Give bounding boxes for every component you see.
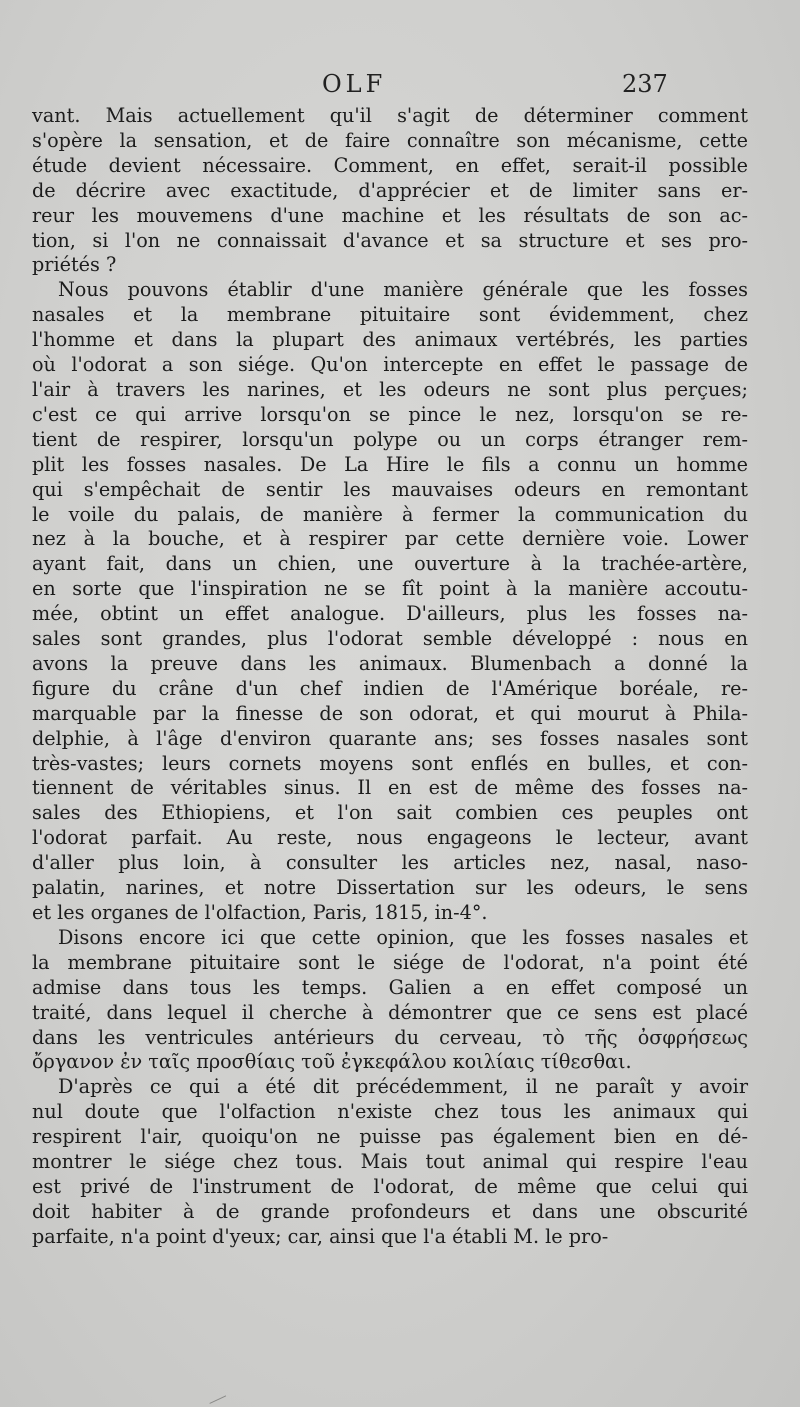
text-line: est privé de l'instrument de l'odorat, de même que celui qui bbox=[32, 1174, 748, 1198]
paragraph bbox=[32, 278, 748, 926]
text-line: tion, si l'on ne connaissait d'avance et sa structure et ses pro- bbox=[32, 228, 748, 252]
text-line: respirent l'air, quoiqu'on ne puisse pas également bien en dé- bbox=[32, 1125, 748, 1149]
text-line: plit les fosses nasales. De La Hire le fils a connu un homme bbox=[32, 452, 748, 476]
text-line: très-vastes; leurs cornets moyens sont enflés en bulles, et con- bbox=[32, 751, 748, 775]
text-line: l'homme et dans la plupart des animaux vertébrés, les parties bbox=[32, 328, 748, 352]
text-line: tiennent de véritables sinus. Il en est de même des fosses na- bbox=[32, 776, 748, 800]
text-line: tient de respirer, lorsqu'un polype ou un corps étranger rem- bbox=[32, 427, 748, 451]
text-line: reur les mouvemens d'une machine et les résultats de son ac- bbox=[32, 203, 748, 227]
text-line: sales des Ethiopiens, et l'on sait combien ces peuples ont bbox=[32, 801, 748, 825]
text-line: où l'odorat a son siége. Qu'on intercepte en effet le passage de bbox=[32, 353, 748, 377]
text-line: avons la preuve dans les animaux. Blumenbach a donné la bbox=[32, 651, 748, 675]
text-line: parfaite, n'a point d'yeux; car, ainsi que l'a établi M. le pro- bbox=[32, 1224, 609, 1248]
text-line: dans les ventricules antérieurs du cerveau, τὸ τῆς ὀσφρήσεως bbox=[32, 1025, 748, 1049]
text-line: ayant fait, dans un chien, une ouverture à la trachée-artère, bbox=[32, 552, 748, 576]
text-line: nez à la bouche, et à respirer par cette dernière voie. Lower bbox=[32, 527, 748, 551]
text-line: delphie, à l'âge d'environ quarante ans; ses fosses nasales sont bbox=[32, 726, 748, 750]
text-line: de décrire avec exactitude, d'apprécier et de limiter sans er- bbox=[32, 178, 748, 202]
text-line: figure du crâne d'un chef indien de l'Amérique boréale, re- bbox=[32, 676, 748, 700]
text-line: vant. Mais actuellement qu'il s'agit de déterminer comment bbox=[32, 104, 748, 127]
text-line: l'air à travers les narines, et les odeurs ne sont plus perçues; bbox=[32, 377, 748, 401]
text-line: nul doute que l'olfaction n'existe chez tous les animaux qui bbox=[32, 1100, 748, 1124]
text-line: traité, dans lequel il cherche à démontrer que ce sens est placé bbox=[32, 1000, 748, 1024]
text-line: et les organes de l'olfaction, Paris, 1815, in-4°. bbox=[32, 901, 488, 924]
text-line: marquable par la finesse de son odorat, et qui mourut à Phila- bbox=[32, 701, 748, 725]
text-line: montrer le siége chez tous. Mais tout animal qui respire l'eau bbox=[32, 1150, 748, 1174]
text-line: étude devient nécessaire. Comment, en effet, serait-il possible bbox=[32, 153, 748, 177]
text-line: Nous pouvons établir d'une manière générale que les fosses bbox=[58, 278, 748, 302]
text-line: nasales et la membrane pituitaire sont évidemment, chez bbox=[32, 303, 748, 327]
text-line: Disons encore ici que cette opinion, que les fosses nasales et bbox=[58, 925, 748, 949]
text-line: l'odorat parfait. Au reste, nous engageons le lecteur, avant bbox=[32, 826, 748, 850]
text-line: s'opère la sensation, et de faire connaître son mécanisme, cette bbox=[32, 128, 748, 152]
text-line: priétés ? bbox=[32, 253, 117, 277]
text-line: admise dans tous les temps. Galien a en effet composé un bbox=[32, 975, 748, 999]
text-line: D'après ce qui a été dit précédemment, il ne paraît y avoir bbox=[58, 1075, 748, 1099]
text-line: sales sont grandes, plus l'odorat semble développé : nous en bbox=[32, 627, 748, 651]
text-line: mée, obtint un effet analogue. D'ailleurs, plus les fosses na- bbox=[32, 602, 748, 626]
text-line: c'est ce qui arrive lorsqu'on se pince le nez, lorsqu'on se re- bbox=[32, 402, 748, 426]
text-line: ὄργανον ἐν ταῖς προσθίαις τοῦ ἐγκεφάλου κοιλίαις τίθεσθαι. bbox=[32, 1050, 632, 1074]
paragraph bbox=[32, 1075, 748, 1249]
body-text bbox=[32, 104, 748, 1250]
text-line: le voile du palais, de manière à fermer la communication du bbox=[32, 502, 748, 526]
paragraph bbox=[32, 104, 748, 278]
text-line: palatin, narines, et notre Dissertation sur les odeurs, le sens bbox=[32, 876, 748, 900]
paragraph bbox=[32, 926, 748, 1075]
text-line: en sorte que l'inspiration ne se fît point à la manière accoutu- bbox=[32, 577, 748, 601]
pencil-mark bbox=[202, 1379, 226, 1404]
running-head: OLF bbox=[322, 70, 387, 98]
page-number: 237 bbox=[622, 70, 668, 98]
text-line: la membrane pituitaire sont le siége de l'odorat, n'a point été bbox=[32, 950, 748, 974]
page-header bbox=[0, 70, 800, 104]
text-line: d'aller plus loin, à consulter les articles nez, nasal, naso- bbox=[32, 851, 748, 875]
text-line: doit habiter à de grande profondeurs et dans une obscurité bbox=[32, 1199, 748, 1223]
text-line: qui s'empêchait de sentir les mauvaises odeurs en remontant bbox=[32, 477, 748, 501]
